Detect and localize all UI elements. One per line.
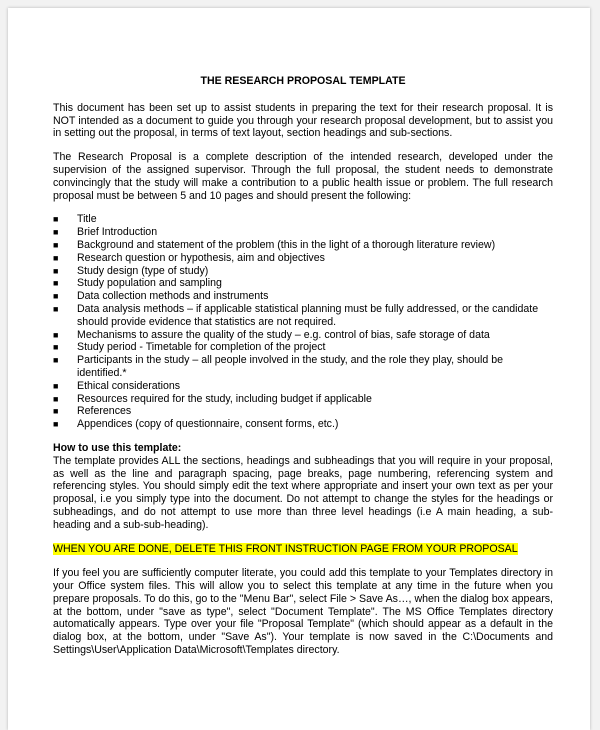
description-paragraph: The Research Proposal is a complete description of the intended research, developed under the supervision of the assigned supervisor. Through the full proposal, the student needs to demonstrate convincingly that the study will make a contribution to a public health issue or problem. The full research proposal must be between 5 and 10 pages and should present the following: (53, 151, 553, 202)
required-sections-list (53, 213, 553, 431)
section-list-item (53, 405, 553, 418)
section-list-item (53, 239, 553, 252)
section-list-item (53, 380, 553, 393)
bullet-icon: ■ (53, 380, 59, 391)
section-item-text: Data collection methods and instruments (77, 290, 269, 303)
section-item-text: Participants in the study – all people involved in the study, and the role they play, should be identified.* (77, 354, 503, 379)
bullet-icon: ■ (53, 342, 59, 353)
bullet-icon: ■ (53, 239, 59, 250)
bullet-icon: ■ (53, 303, 59, 314)
document-page (8, 8, 590, 730)
section-list-item (53, 341, 553, 354)
bullet-icon: ■ (53, 278, 59, 289)
bullet-icon: ■ (53, 419, 59, 430)
section-item-text: Appendices (copy of questionnaire, consent forms, etc.) (77, 418, 339, 431)
howto-heading: How to use this template: (53, 441, 182, 454)
section-list-item (53, 290, 553, 303)
howto-paragraph: The template provides ALL the sections, headings and subheadings that you will require in your proposal, as well as the line and paragraph spacing, page breaks, page numbering, referencing system and referencing styles. You should simply edit the text where appropriate and insert your own text as per your proposal, i.e you simply type into the document. Do not attempt to change the styles for the headings or subheadings, and do not attempt to use more than three level headings (i.e A main heading, a sub-heading and a sub-sub-heading). (53, 454, 553, 531)
document-body (53, 75, 553, 668)
section-item-text: Mechanisms to assure the quality of the study – e.g. control of bias, safe storage of data (77, 328, 490, 341)
section-item-text: Study design (type of study) (77, 264, 209, 277)
section-item-text: Background and statement of the problem (this in the light of a thorough literature review) (77, 238, 496, 251)
bullet-icon: ■ (53, 214, 59, 225)
warning-line (53, 543, 553, 556)
section-item-text: Title (77, 213, 97, 226)
section-list-item (53, 303, 553, 329)
section-list-item (53, 226, 553, 239)
bullet-icon: ■ (53, 291, 59, 302)
section-item-text: Study period - Timetable for completion of the project (77, 341, 326, 354)
section-list-item (53, 393, 553, 406)
section-list-item (53, 265, 553, 278)
section-item-text: Research question or hypothesis, aim and objectives (77, 251, 325, 264)
section-list-item (53, 213, 553, 226)
bullet-icon: ■ (53, 329, 59, 340)
section-list-item (53, 252, 553, 265)
warning-highlight: WHEN YOU ARE DONE, DELETE THIS FRONT INSTRUCTION PAGE FROM YOUR PROPOSAL (53, 542, 518, 555)
bullet-icon: ■ (53, 355, 59, 366)
bullet-icon: ■ (53, 252, 59, 263)
intro-paragraph: This document has been set up to assist students in preparing the text for their research proposal. It is NOT intended as a document to guide you through your research proposal development, but to assist you in setting out the proposal, in terms of text layout, section headings and sub-sections. (53, 101, 553, 140)
document-title: THE RESEARCH PROPOSAL TEMPLATE (200, 75, 406, 87)
bullet-icon: ■ (53, 265, 59, 276)
save-instructions-paragraph: If you feel you are sufficiently computer literate, you could add this template to your Templates directory in your Office system files. This will allow you to select this template at any time in the future when you prepare proposals. To do this, go to the "Menu Bar", select File > Save As…, when the dialog box appears, at the bottom, under "save as type", select "Document Template". The MS Office Templates directory automatically appears. Type over your file "Proposal Template" (which should appear as a default in the dialog box, at the bottom, under "Save As"). Your template is now saved in the C:\Documents and Settings\User\Application Data\Microsoft\Templates directory. (53, 567, 553, 657)
section-list-item (53, 354, 553, 380)
section-item-text: Ethical considerations (77, 379, 181, 392)
section-list-item (53, 329, 553, 342)
section-list-item (53, 418, 553, 431)
section-item-text: References (77, 405, 132, 418)
section-item-text: Study population and sampling (77, 277, 222, 290)
bullet-icon: ■ (53, 227, 59, 238)
bullet-icon: ■ (53, 406, 59, 417)
section-item-text: Resources required for the study, including budget if applicable (77, 392, 372, 405)
bullet-icon: ■ (53, 393, 59, 404)
section-list-item (53, 277, 553, 290)
section-item-text: Brief Introduction (77, 226, 158, 239)
section-item-text: Data analysis methods – if applicable statistical planning must be fully addressed, or the candidate should provide evidence that statistics are not required. (77, 302, 539, 328)
